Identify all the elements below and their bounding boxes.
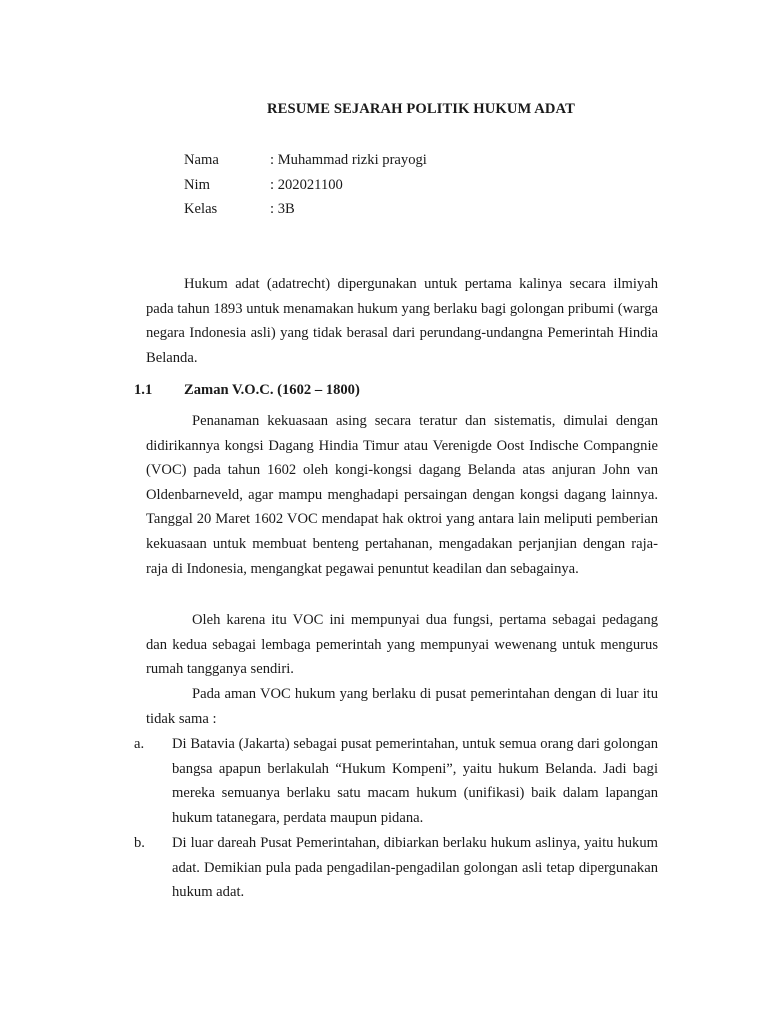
list-marker: a. xyxy=(134,736,145,752)
section-number: 1.1 xyxy=(134,382,153,398)
meta-value: : 3B xyxy=(270,201,295,217)
list-item-text: Di luar dareah Pusat Pemerintahan, dibiarkan berlaku hukum aslinya, yaitu hukum adat. Demikian pula pada pengadilan-pengadilan golongan asli tetap dipergunakan hukum adat. xyxy=(172,835,658,901)
meta-value: : Muhammad rizki prayogi xyxy=(270,152,427,168)
meta-label: Nama xyxy=(184,152,219,168)
meta-value: : 202021100 xyxy=(270,177,343,193)
meta-label: Kelas xyxy=(184,201,218,217)
intro-paragraph: Hukum adat (adatrecht) dipergunakan untuk pertama kalinya secara ilmiyah pada tahun 1893 untuk menamakan hukum yang berlaku bagi golongan pribumi (warga negara Indonesia asli) yang tidak berasal dari perundang-undangna Pemerintah Hindia Belanda. xyxy=(146,276,658,366)
body-paragraph: Penanaman kekuasaan asing secara teratur dan sistematis, dimulai dengan didirikannya kongsi Dagang Hindia Timur atau Verenigde Oost Indische Compangnie (VOC) pada tahun 1602 oleh kongi-kongsi dagang Belanda atas anjuran John van Oldenbarneveld, agar mampu menghadapi persaingan dengan kongsi dagang lainnya. Tanggal 20 Maret 1602 VOC mendapat hak oktroi yang antara lain meliputi pemberian kekuasaan untuk membuat benteng pertahanan, mengadakan perjanjian dengan raja-raja di Indonesia, mengangkat pegawai penuntut keadilan dan sebagainya. xyxy=(146,413,658,577)
meta-label: Nim xyxy=(184,177,210,193)
list-item-text: Di Batavia (Jakarta) sebagai pusat pemerintahan, untuk semua orang dari golongan bangsa apapun berlakulah “Hukum Kompeni”, yaitu hukum Belanda. Jadi bagi mereka semuanya berlaku satu macam hukum (unifikasi) baik dalam lapangan hukum tatanegara, perdata maupun pidana. xyxy=(172,736,658,826)
section-title: Zaman V.O.C. (1602 – 1800) xyxy=(184,382,360,398)
document-title: RESUME SEJARAH POLITIK HUKUM ADAT xyxy=(267,101,575,117)
body-paragraph: Pada aman VOC hukum yang berlaku di pusat pemerintahan dengan di luar itu tidak sama : xyxy=(146,686,658,727)
body-paragraph: Oleh karena itu VOC ini mempunyai dua fungsi, pertama sebagai pedagang dan kedua sebagai lembaga pemerintah yang mempunyai wewenang untuk mengurus rumah tangganya sendiri. xyxy=(146,612,658,678)
list-marker: b. xyxy=(134,835,145,851)
